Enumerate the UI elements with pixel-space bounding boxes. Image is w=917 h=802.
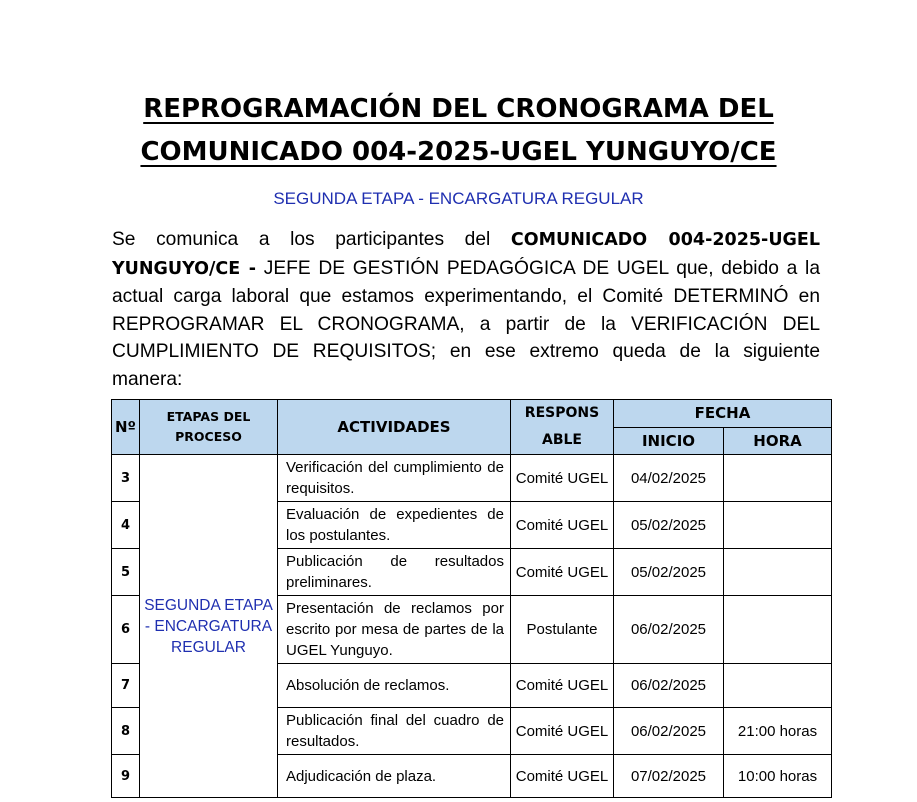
table-row bbox=[112, 455, 832, 502]
paragraph-body: JEFE DE GESTIÓN PEDAGÓGICA DE UGEL que, debido a la actual carga laboral que estamos experimentando, el Comité DETERMINÓ en REPROGRAMAR EL CRONOGRAMA, a partir de la VERIFICACIÓN DEL CUMPLIMIENTO DE REQUISITOS; en ese extremo queda de la siguiente manera: bbox=[112, 257, 820, 390]
schedule-table bbox=[111, 399, 832, 798]
row-number: 8 bbox=[112, 708, 140, 755]
row-activity: Presentación de reclamos por escrito por mesa de partes de la UGEL Yunguyo. bbox=[278, 596, 511, 664]
header-date: FECHA bbox=[614, 400, 832, 428]
row-activity: Absolución de reclamos. bbox=[278, 664, 511, 708]
row-start-date: 04/02/2025 bbox=[614, 455, 724, 502]
document-title-line-2: COMUNICADO 004-2025-UGEL YUNGUYO/CE bbox=[140, 137, 777, 167]
row-number: 3 bbox=[112, 455, 140, 502]
row-responsible: Comité UGEL bbox=[511, 549, 614, 596]
row-responsible: Postulante bbox=[511, 596, 614, 664]
header-time: HORA bbox=[724, 427, 832, 455]
row-responsible: Comité UGEL bbox=[511, 755, 614, 798]
row-time bbox=[724, 664, 832, 708]
header-activities: ACTIVIDADES bbox=[278, 400, 511, 455]
row-number: 6 bbox=[112, 596, 140, 664]
row-start-date: 05/02/2025 bbox=[614, 502, 724, 549]
row-time: 21:00 horas bbox=[724, 708, 832, 755]
header-start: INICIO bbox=[614, 427, 724, 455]
header-responsible: RESPONS ABLE bbox=[511, 400, 614, 455]
paragraph-bold-reference: COMUNICADO 004-2025-UGEL YUNGUYO/CE - bbox=[112, 230, 821, 279]
row-time: 10:00 horas bbox=[724, 755, 832, 798]
row-activity: Publicación final del cuadro de resultados. bbox=[278, 708, 511, 755]
row-start-date: 05/02/2025 bbox=[614, 549, 724, 596]
row-number: 7 bbox=[112, 664, 140, 708]
row-responsible: Comité UGEL bbox=[511, 708, 614, 755]
row-time bbox=[724, 549, 832, 596]
row-activity: Publicación de resultados preliminares. bbox=[278, 549, 511, 596]
row-number: 5 bbox=[112, 549, 140, 596]
row-time bbox=[724, 502, 832, 549]
row-responsible: Comité UGEL bbox=[511, 502, 614, 549]
announcement-paragraph bbox=[112, 226, 820, 394]
row-start-date: 06/02/2025 bbox=[614, 596, 724, 664]
header-number: Nº bbox=[112, 400, 140, 455]
row-activity: Adjudicación de plaza. bbox=[278, 755, 511, 798]
row-responsible: Comité UGEL bbox=[511, 455, 614, 502]
paragraph-intro: Se comunica a los participantes del bbox=[112, 229, 511, 250]
row-time bbox=[724, 596, 832, 664]
row-number: 4 bbox=[112, 502, 140, 549]
row-start-date: 06/02/2025 bbox=[614, 664, 724, 708]
row-number: 9 bbox=[112, 755, 140, 798]
row-time bbox=[724, 455, 832, 502]
header-stages: ETAPAS DEL PROCESO bbox=[140, 400, 278, 455]
row-activity: Verificación del cumplimiento de requisitos. bbox=[278, 455, 511, 502]
document-subtitle: SEGUNDA ETAPA - ENCARGATURA REGULAR bbox=[273, 189, 644, 208]
stage-cell: SEGUNDA ETAPA - ENCARGATURA REGULAR bbox=[140, 455, 278, 798]
row-activity: Evaluación de expedientes de los postulantes. bbox=[278, 502, 511, 549]
row-start-date: 06/02/2025 bbox=[614, 708, 724, 755]
document-title-line-1: REPROGRAMACIÓN DEL CRONOGRAMA DEL bbox=[143, 94, 774, 124]
row-start-date: 07/02/2025 bbox=[614, 755, 724, 798]
row-responsible: Comité UGEL bbox=[511, 664, 614, 708]
